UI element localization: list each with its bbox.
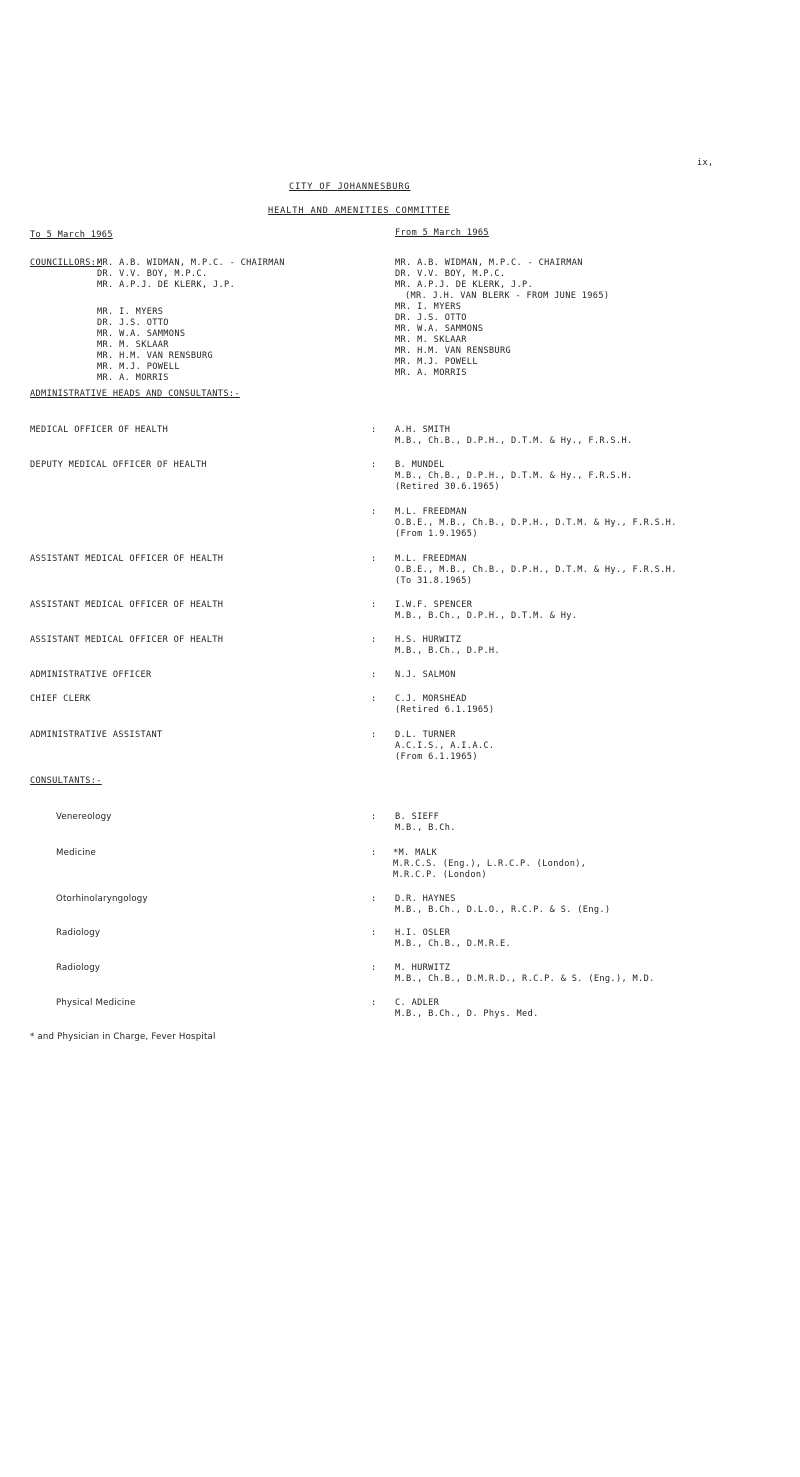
officer-details [395,600,577,622]
officer-role: ASSISTANT MEDICAL OFFICER OF HEALTH [30,554,224,564]
colon: : [371,928,377,938]
officer-details [395,507,677,540]
officer-name: A.H. SMITH [395,425,451,435]
colon: : [371,694,377,704]
consultants-heading: CONSULTANTS:- [30,776,102,786]
left-member-list [97,258,285,384]
member: MR. I. MYERS [97,307,164,317]
member: MR. A. MORRIS [395,368,467,378]
officer-role: DEPUTY MEDICAL OFFICER OF HEALTH [30,460,207,470]
officer-name: N.J. SALMON [395,670,456,680]
member: MR. M. SKLAAR [395,335,467,345]
colon: : [371,963,377,973]
officer-note: (To 31.8.1965) [395,576,473,586]
member: (MR. J.H. VAN BLERK - FROM JUNE 1965) [405,291,610,301]
member: MR. W.A. SAMMONS [395,324,484,334]
member: MR. M.J. POWELL [97,362,180,372]
consultant-details [395,963,655,985]
right-period: From 5 March 1965 [395,228,489,238]
officer-qualification: M.B., B.Ch., D.P.H. [395,646,500,656]
officer-name: D.L. TURNER [395,730,456,740]
consultant-details [393,848,586,881]
officer-role: CHIEF CLERK [30,694,91,704]
councillors-label: COUNCILLORS:- [30,258,102,268]
officer-details [395,635,500,657]
colon: : [371,600,377,610]
officer-role: MEDICAL OFFICER OF HEALTH [30,425,169,435]
officer-note: (Retired 6.1.1965) [395,705,495,715]
colon: : [371,730,377,740]
member: MR. A.P.J. DE KLERK, J.P. [395,280,534,290]
member: MR. I. MYERS [395,302,462,312]
member: MR. A. MORRIS [97,373,169,383]
colon: : [371,554,377,564]
officer-role: ADMINISTRATIVE OFFICER [30,670,152,680]
member: MR. W.A. SAMMONS [97,329,186,339]
member: DR. J.S. OTTO [97,318,169,328]
colon: : [371,425,377,435]
officer-details [395,694,494,716]
member: MR. M. SKLAAR [97,340,169,350]
officer-qualification: M.B., B.Ch., D.P.H., D.T.M. & Hy. [395,611,578,621]
officer-name: C.J. MORSHEAD [395,694,467,704]
officer-role: ADMINISTRATIVE ASSISTANT [30,730,163,740]
officer-qualification: M.B., Ch.B., D.P.H., D.T.M. & Hy., F.R.S.H. [395,471,633,481]
member: DR. J.S. OTTO [395,313,467,323]
officer-qualification: A.C.I.S., A.I.A.C. [395,741,495,751]
admin-heading: ADMINISTRATIVE HEADS AND CONSULTANTS:- [30,389,240,399]
member: DR. V.V. BOY, M.P.C. [97,269,208,279]
officer-name: B. MUNDEL [395,460,445,470]
consultant-specialty: Medicine [56,848,96,858]
consultant-qualification: M.B., B.Ch., D. Phys. Med. [395,1009,539,1019]
consultant-specialty: Venereology [56,812,112,822]
consultant-name: H.I. OSLER [395,928,451,938]
consultant-details [395,998,539,1020]
officer-name: I.W.F. SPENCER [395,600,473,610]
committee-title: HEALTH AND AMENITIES COMMITTEE [268,206,451,216]
officer-qualification: O.B.E., M.B., Ch.B., D.P.H., D.T.M. & Hy., F.R.S.H. [395,518,677,528]
consultant-qualification: M.B., B.Ch. [395,823,456,833]
footnote: * and Physician in Charge, Fever Hospital [30,1032,216,1042]
colon: : [371,894,377,904]
officer-name: M.L. FREEDMAN [395,554,467,564]
consultant-name: C. ADLER [395,998,440,1008]
member: MR. A.B. WIDMAN, M.P.C. - CHAIRMAN [97,258,285,268]
colon: : [371,507,377,517]
officer-qualification: M.B., Ch.B., D.P.H., D.T.M. & Hy., F.R.S.H. [395,436,633,446]
officer-note: (Retired 30.6.1965) [395,482,500,492]
officer-role: ASSISTANT MEDICAL OFFICER OF HEALTH [30,635,224,645]
consultant-specialty: Radiology [56,928,101,938]
consultant-name: D.R. HAYNES [395,894,456,904]
officer-details [395,554,677,587]
officer-role: ASSISTANT MEDICAL OFFICER OF HEALTH [30,600,224,610]
consultant-name: M. HURWITZ [395,963,451,973]
member: MR. H.M. VAN RENSBURG [97,351,214,361]
consultant-qualification: M.B., Ch.B., D.M.R.D., R.C.P. & S. (Eng.), M.D. [395,974,655,984]
consultant-qualification: M.R.C.S. (Eng.), L.R.C.P. (London), [393,859,587,869]
colon: : [371,460,377,470]
page-number: ix, [697,158,714,168]
member: DR. V.V. BOY, M.P.C. [395,269,506,279]
officer-name: H.S. HURWITZ [395,635,462,645]
member: MR. A.P.J. DE KLERK, J.P. [97,280,236,290]
consultant-qualification: M.B., Ch.B., D.M.R.E. [395,939,512,949]
right-member-list [395,258,609,379]
consultant-specialty: Physical Medicine [56,998,136,1008]
officer-details [395,425,633,447]
consultant-details [395,894,610,916]
officer-name: M.L. FREEDMAN [395,507,467,517]
consultant-qualification: M.R.C.P. (London) [393,870,487,880]
consultant-qualification: M.B., B.Ch., D.L.O., R.C.P. & S. (Eng.) [395,905,611,915]
consultant-specialty: Otorhinolaryngology [56,894,148,904]
colon: : [371,812,377,822]
left-period: To 5 March 1965 [30,230,113,240]
officer-details [395,730,494,763]
member [97,291,285,307]
officer-details [395,670,456,681]
member: MR. M.J. POWELL [395,357,478,367]
colon: : [371,848,377,858]
consultant-details [395,928,511,950]
consultant-specialty: Radiology [56,963,101,973]
member: MR. H.M. VAN RENSBURG [395,346,512,356]
colon: : [371,998,377,1008]
consultant-name: B. SIEFF [395,812,440,822]
document-title: CITY OF JOHANNESBURG [289,182,411,192]
officer-note: (From 6.1.1965) [395,752,478,762]
officer-note: (From 1.9.1965) [395,529,478,539]
officer-details [395,460,633,493]
colon: : [371,635,377,645]
member: MR. A.B. WIDMAN, M.P.C. - CHAIRMAN [395,258,583,268]
colon: : [371,670,377,680]
officer-qualification: O.B.E., M.B., Ch.B., D.P.H., D.T.M. & Hy., F.R.S.H. [395,565,677,575]
consultant-name: *M. MALK [393,848,438,858]
consultant-details [395,812,456,834]
